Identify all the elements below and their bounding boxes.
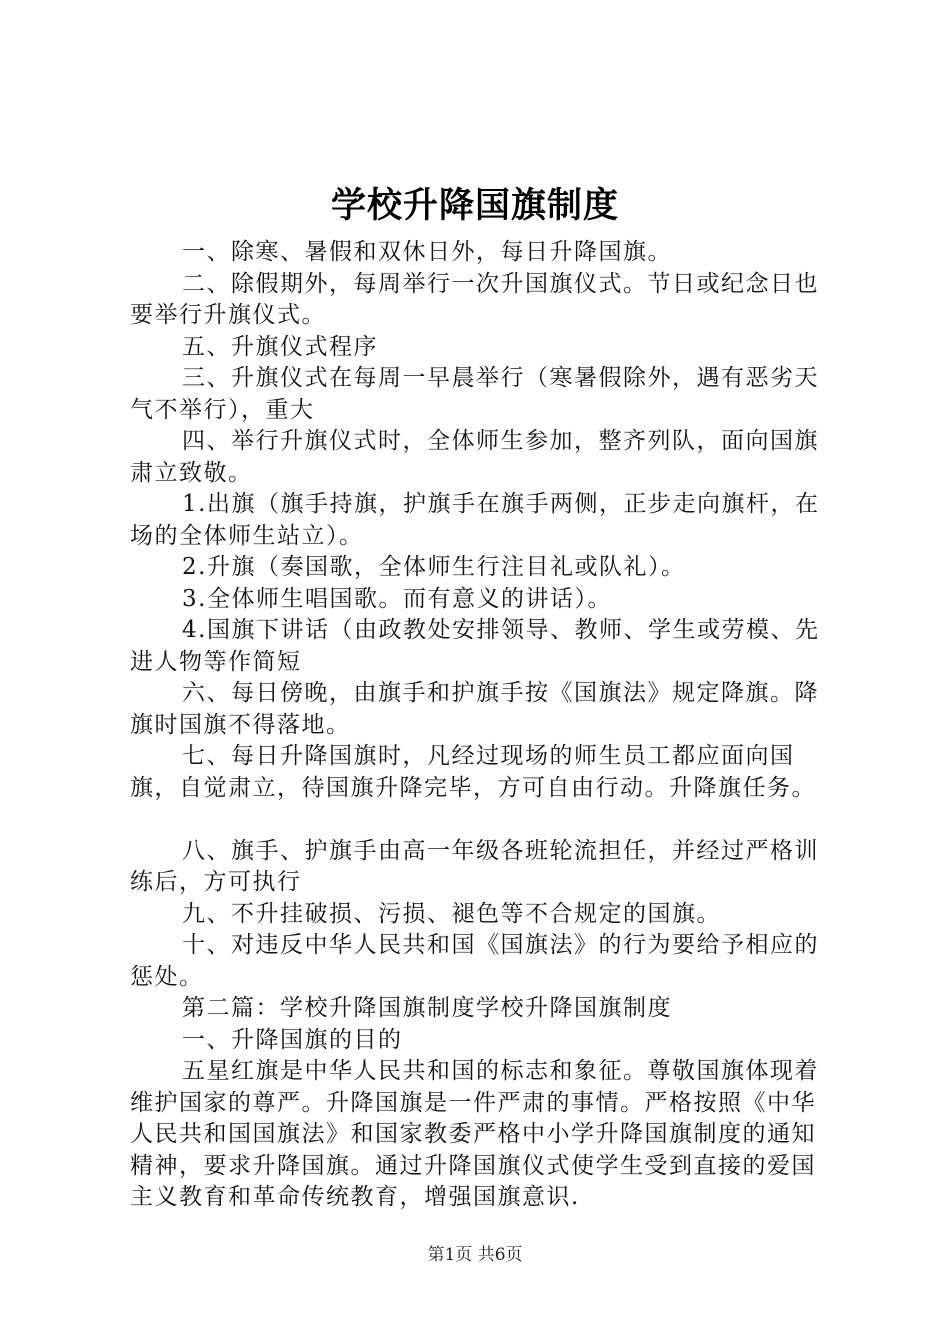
paragraph-12: 八、旗手、护旗手由高一年级各班轮流担任，并经过严格训练后，方可执行 [130, 837, 819, 895]
paragraph-2: 二、除假期外，每周举行一次升国旗仪式。节日或纪念日也要举行升旗仪式。 [130, 270, 819, 328]
paragraph-11: 七、每日升降国旗时，凡经过现场的师生员工都应面向国旗，自觉肃立，待国旗升降完毕，方可自由行动。升降旗任务。 [130, 743, 816, 801]
paragraph-13: 九、不升挂破损、污损、褪色等不合规定的国旗。 [182, 900, 721, 927]
paragraph-3: 五、升旗仪式程序 [182, 333, 378, 360]
paragraph-17: 五星红旗是中华人民共和国的标志和象征。尊敬国旗体现着维护国家的尊严。升降国旗是一件严肃的事情。严格按照《中华人民共和国国旗法》和国家教委严格中小学升降国旗制度的通知精神，要求升降国旗。通过升降国旗仪式使学生受到直接的爱国主义教育和革命传统教育，增强国旗意识. [130, 1058, 819, 1210]
paragraph-5: 四、举行升旗仪式时，全体师生参加，整齐列队，面向国旗肃立致敬。 [130, 428, 819, 486]
paragraph-4: 三、升旗仪式在每周一早晨举行（寒暑假除外，遇有恶劣天气不举行），重大 [130, 365, 819, 423]
page-footer: 第1页 共6页 [427, 1245, 523, 1265]
paragraph-1: 一、除寒、暑假和双休日外，每日升降国旗。 [182, 239, 672, 265]
paragraph-10: 六、每日傍晚，由旗手和护旗手按《国旗法》规定降旗。降旗时国旗不得落地。 [130, 680, 819, 738]
paragraph-7: 2.升旗（奏国歌，全体师生行注目礼或队礼）。 [182, 554, 686, 580]
paragraph-6: 1.出旗（旗手持旗，护旗手在旗手两侧，正步走向旗杆，在场的全体师生站立）。 [130, 491, 820, 549]
paragraph-9: 4.国旗下讲话（由政教处安排领导、教师、学生或劳模、先进人物等作简短 [130, 617, 820, 675]
document-title: 学校升降国旗制度 [330, 185, 619, 226]
document-body [130, 237, 840, 1214]
paragraph-14: 十、对违反中华人民共和国《国旗法》的行为要给予相应的惩处。 [130, 932, 819, 990]
section-heading-part-two: 第二篇：学校升降国旗制度学校升降国旗制度 [182, 995, 672, 1021]
paragraph-8: 3.全体师生唱国歌。而有意义的讲话）。 [182, 585, 612, 612]
section-heading-purpose: 一、升降国旗的目的 [182, 1026, 403, 1053]
paragraph-gap [130, 804, 840, 836]
